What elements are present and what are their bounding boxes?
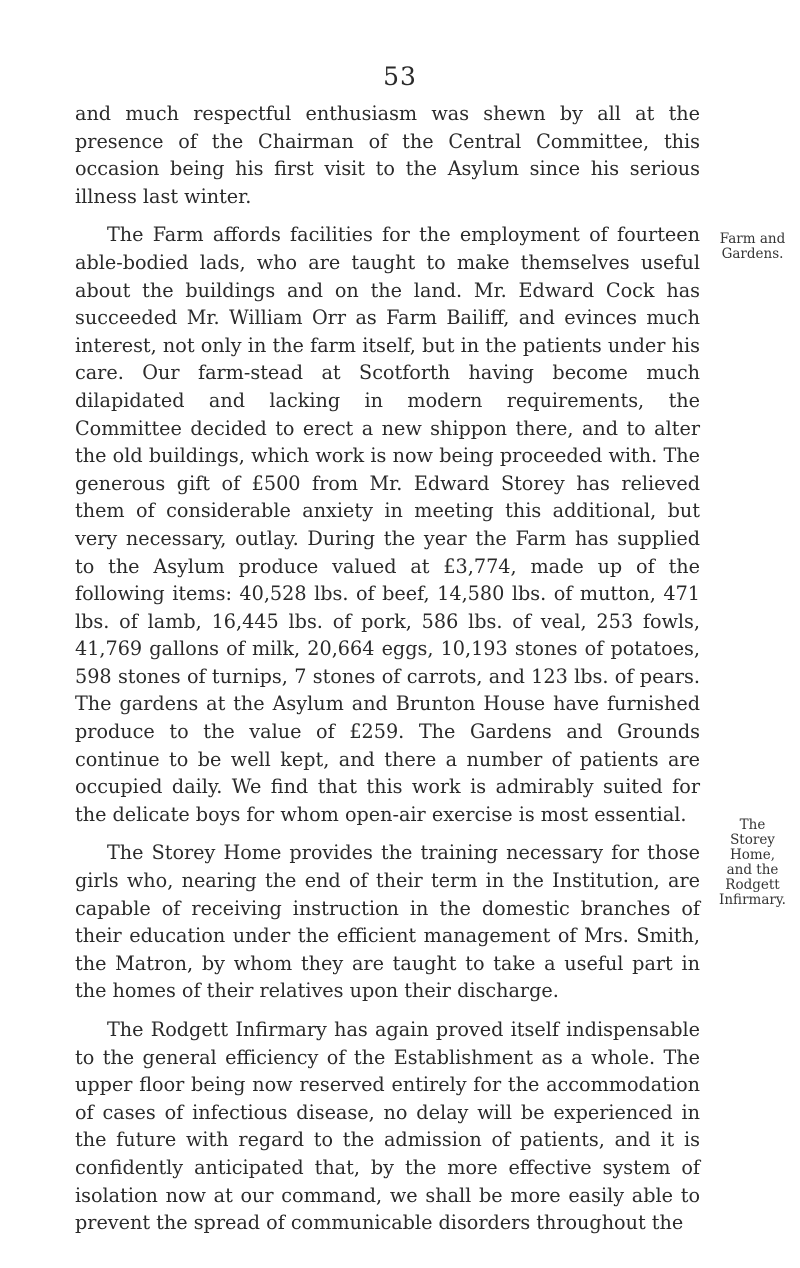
margin-note-line: Rodgett: [725, 877, 780, 893]
margin-note-line: The: [739, 817, 766, 833]
margin-note-line: and the: [726, 862, 779, 878]
paragraph-farm: The Farm affords facilities for the employment of fourteen able-bodied lads, who are taught to make themselves useful about the buildings and on the land. Mr. Edward Cock has succeeded Mr. William Orr as Farm Bailiff, and evinces much interest, not only in the farm itself, but in the patients under his care. Our farm-stead at Scotforth having become much dilapidated and lacking in modern requirements, the Committee decided to erect a new shippon there, and to alter the old buildings, which work is now being proceeded with. The generous gift of £500 from Mr. Edward Storey has relieved them of considerable anxiety in meeting this additional, but very necessary, outlay. During the year the Farm has supplied to the Asylum produce valued at £3,774, made up of the following items: 40,528 lbs. of beef, 14,580 lbs. of mutton, 471 lbs. of lamb, 16,445 lbs. of pork, 586 lbs. of veal, 253 fowls, 41,769 gallons of milk, 20,664 eggs, 10,193 stones of potatoes, 598 stones of turnips, 7 stones of carrots, and 123 lbs. of pears. The gardens at the Asylum and Brunton House have furnished produce to the value of £259. The Gardens and Grounds continue to be well kept, and there a number of patients are occupied daily. We find that this work is admirably suited for the delicate boys for whom open-air exercise is most essential.: [75, 223, 700, 826]
margin-note-farm-and-gardens: [710, 232, 795, 262]
body-text: [75, 100, 700, 1237]
margin-note-storey-home-rodgett: [710, 818, 795, 908]
margin-note-line: Storey Home,: [730, 832, 775, 863]
margin-note-line: Infirmary.: [719, 892, 786, 908]
paragraph-rodgett-infirmary: The Rodgett Infirmary has again proved itself indispensable to the general efficiency of the Establishment as a whole. The upper floor being now reserved entirely for the accommodation of cases of infectious disease, no delay will be experienced in the future with regard to the admission of patients, and it is confidently anticipated that, by the more effective system of isolation now at our command, we shall be more easily able to prevent the spread of communicable disorders throughout the: [75, 1018, 700, 1235]
margin-note-line: Farm and: [719, 231, 786, 247]
paragraph-continuation: and much respectful enthusiasm was shewn by all at the presence of the Chairman of the Central Committee, this occasion being his first visit to the Asylum since his serious illness last winter.: [75, 102, 700, 208]
paragraph-storey-home: The Storey Home provides the training necessary for those girls who, nearing the end of their term in the Institution, are capable of receiving instruction in the domestic branches of their education under the efficient management of Mrs. Smith, the Matron, by whom they are taught to take a useful part in the homes of their relatives upon their discharge.: [75, 841, 700, 1003]
margin-note-line: Gardens.: [721, 246, 784, 262]
page-number: 53: [383, 62, 417, 91]
